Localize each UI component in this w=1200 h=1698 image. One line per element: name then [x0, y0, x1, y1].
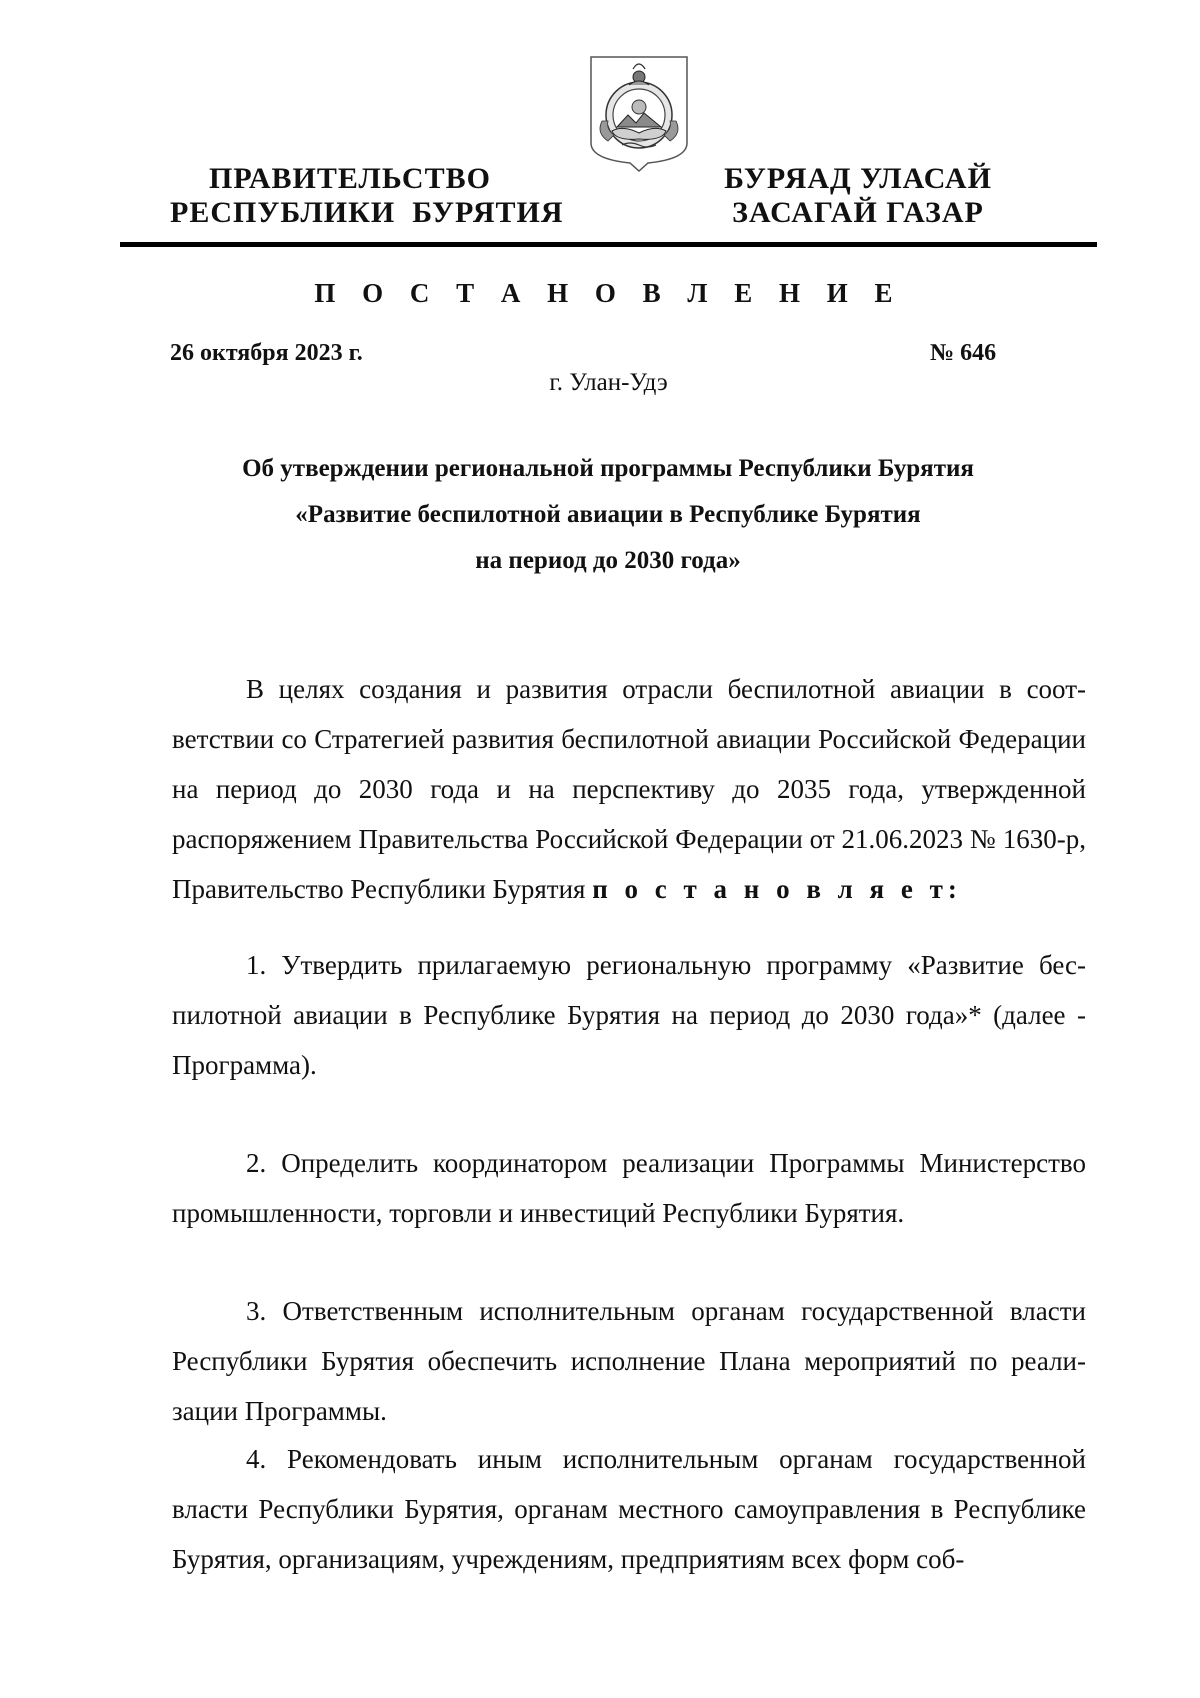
document-date: 26 октября 2023 г.: [170, 340, 363, 366]
organization-name-russian-line2: РЕСПУБЛИКИ БУРЯТИЯ: [170, 196, 564, 229]
resolution-item-1: 1. Утвердить прилагаемую региональную программу «Развитие беспилотной авиации в Республике Бурятия на период до 2030 года»* (далее - Программа).: [172, 950, 1086, 1080]
resolution-item-3: 3. Ответственным исполнительным органам государственной власти Республики Бурятия обеспечить исполнение Плана мероприятий по реализации Программы.: [172, 1296, 1086, 1426]
organization-name-russian: [170, 162, 564, 230]
document-city: г. Улан-Удэ: [549, 369, 668, 396]
document-title: [170, 446, 1046, 584]
preamble-text: В целях создания и развития отрасли беспилотной авиации в соответствии со Стратегией развития беспилотной авиации Российской Федерации на период до 2030 года и на перспективу до 2035 года, утвержденной распоряжением Правительства Российской Федерации от 21.06.2023 № 1630-р, Правительство Республики Бурятия: [172, 674, 1086, 904]
coat-of-arms-icon: [588, 55, 690, 173]
organization-name-russian-line1: ПРАВИТЕЛЬСТВО: [209, 162, 491, 195]
header-divider: [120, 242, 1097, 247]
organization-name-buryat-line2: ЗАСАГАЙ ГАЗАР: [732, 196, 984, 229]
resolution-item-4: 4. Рекомендовать иным исполнительным органам государственной власти Республики Бурятия, органам местного самоуправления в Республике Бурятия, организациям, учреждениям, предприятиям всех форм соб-: [172, 1444, 1086, 1574]
resolution-item-2: 2. Определить координатором реализации Программы Министерство промышленности, торговли и инвестиций Республики Бурятия.: [172, 1148, 1086, 1228]
resolves-keyword: п о с т а н о в л я е т:: [592, 874, 962, 904]
preamble-paragraph: [172, 664, 1086, 914]
document-title-line: на период до 2030 года»: [475, 547, 741, 574]
document-number: № 646: [930, 340, 997, 366]
organization-name-buryat-line1: БУРЯАД УЛАСАЙ: [724, 162, 992, 195]
document-type: П О С Т А Н О В Л Е Н И Е: [314, 278, 903, 308]
document-title-line: Об утверждении региональной программы Республики Бурятия: [242, 455, 974, 482]
organization-name-buryat: [700, 162, 1016, 230]
document-title-line: «Развитие беспилотной авиации в Республике Бурятия: [295, 501, 921, 528]
